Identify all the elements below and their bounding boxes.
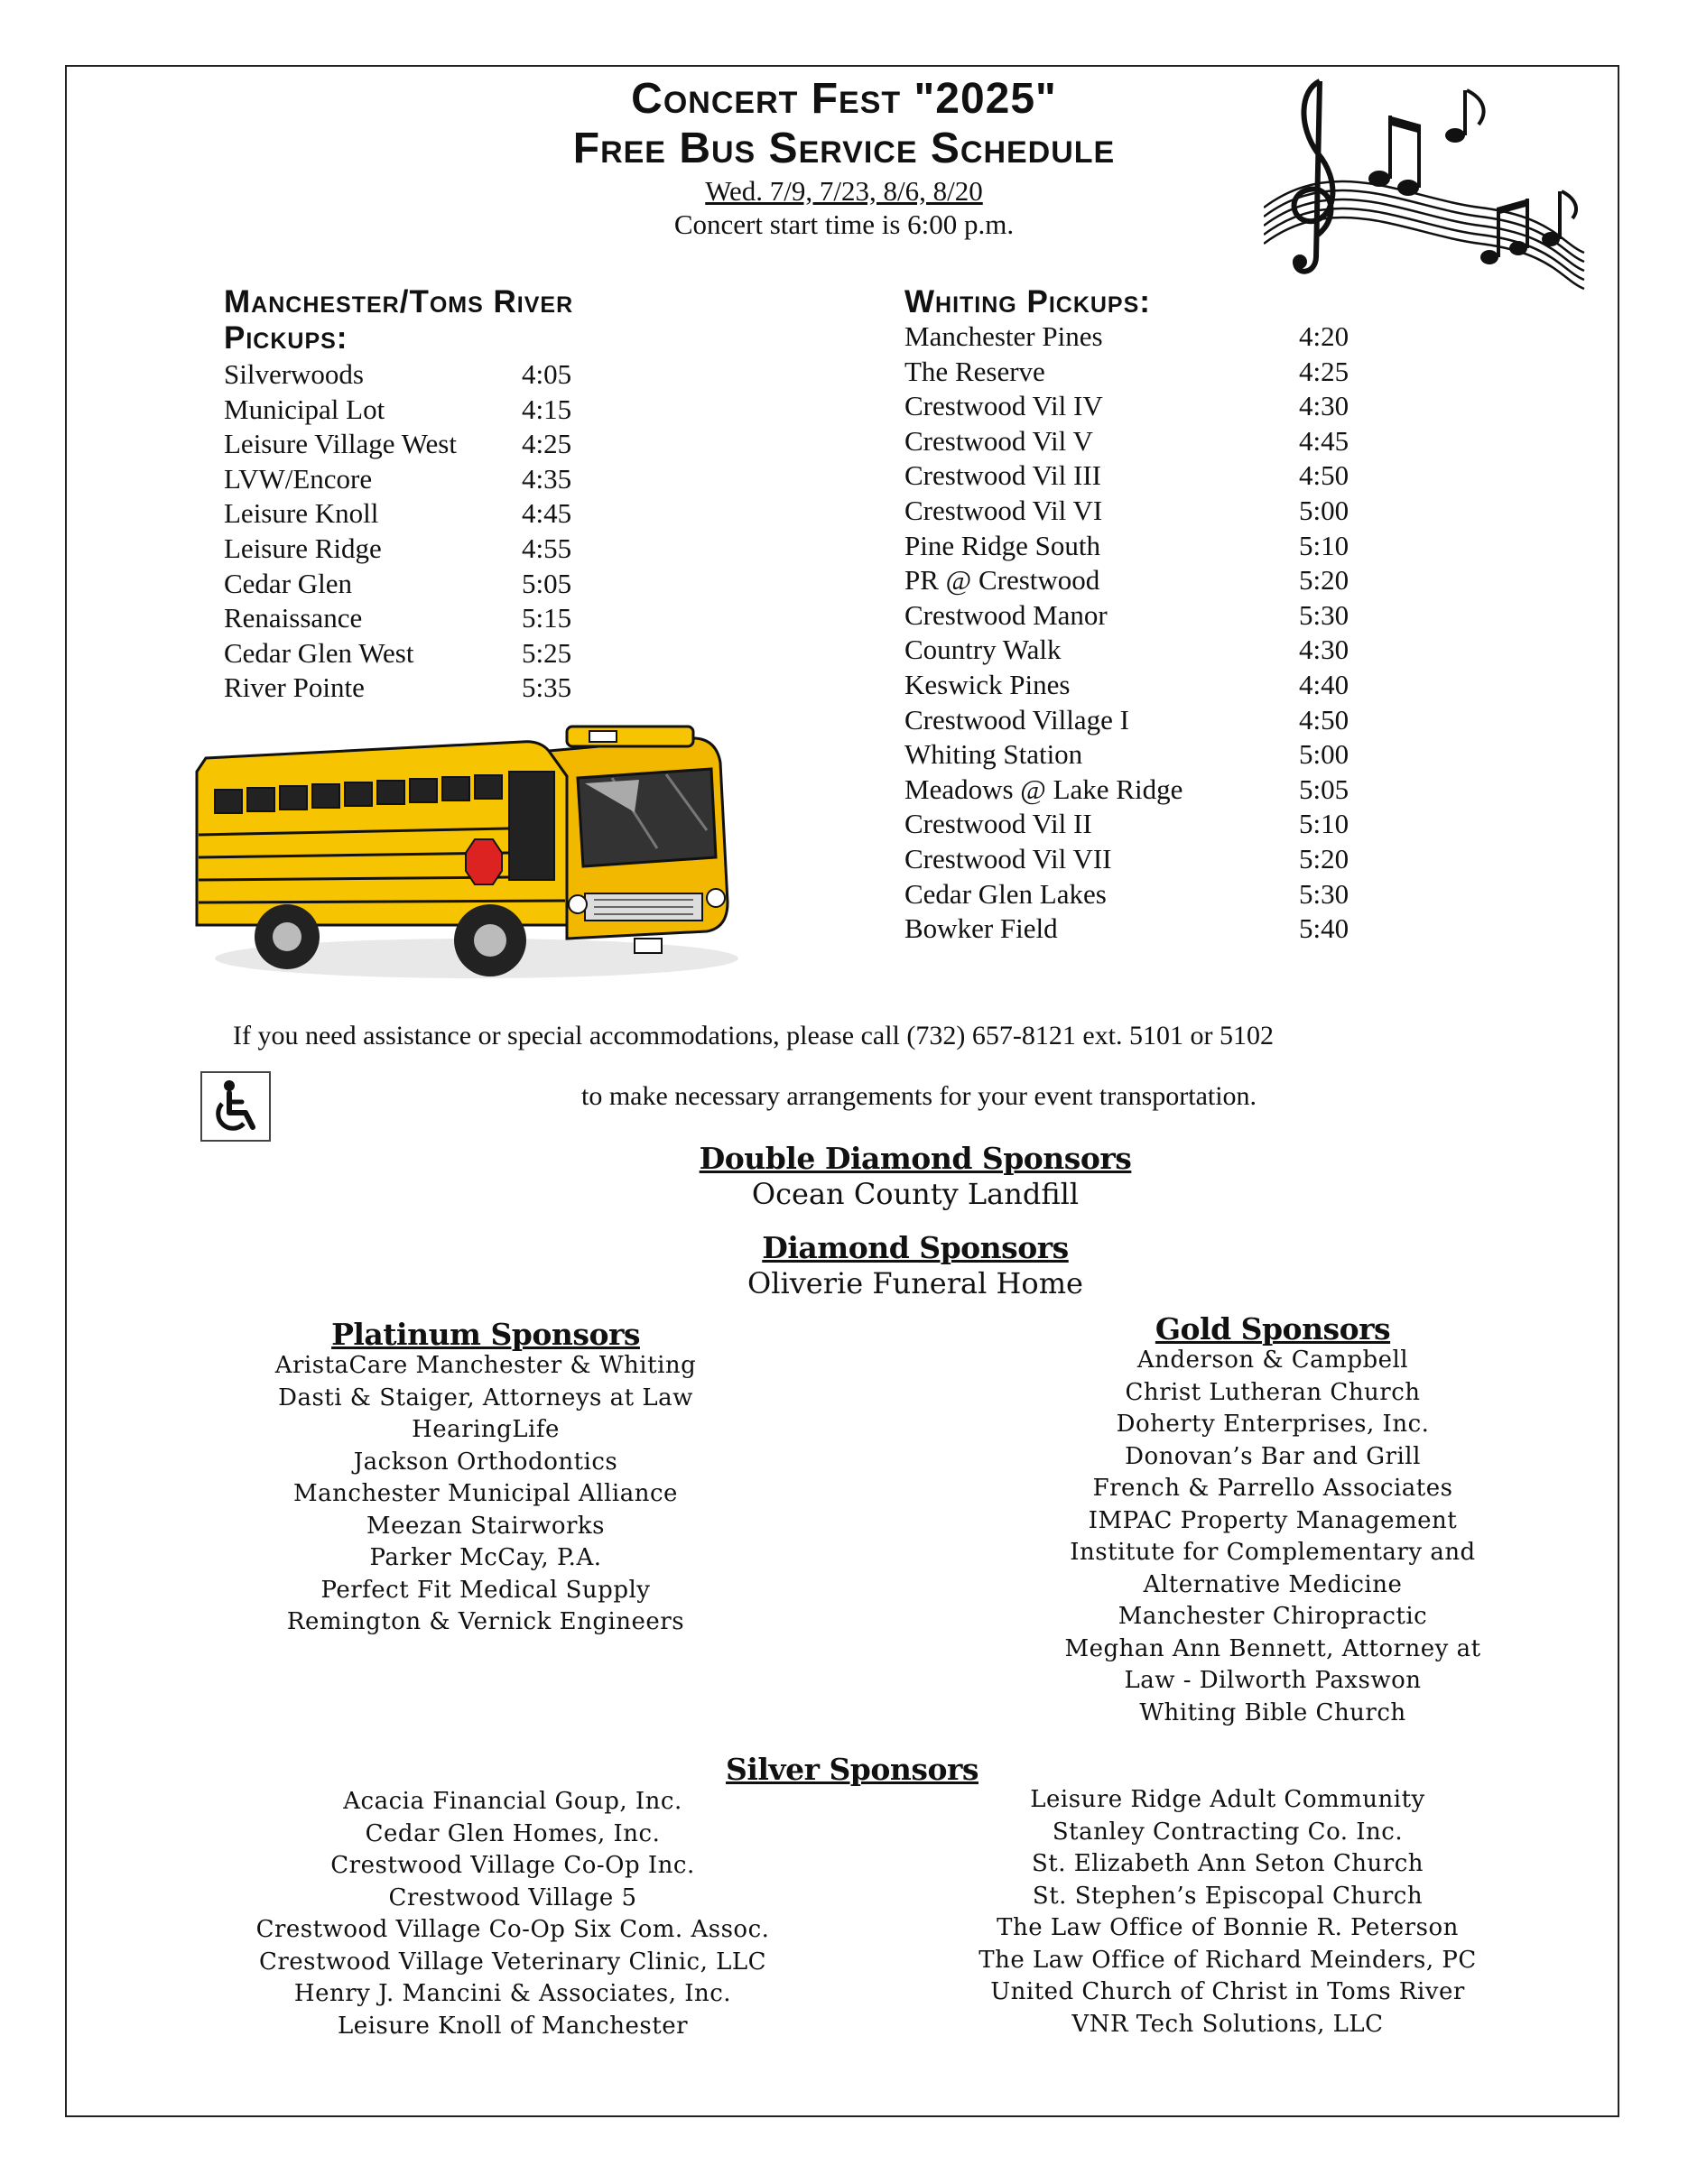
stop-name: Meadows @ Lake Ridge xyxy=(904,773,1183,805)
stop-time: 4:55 xyxy=(522,532,572,564)
list-item xyxy=(904,703,1374,738)
list-item: The Law Office of Richard Meinders, PC xyxy=(978,1946,1477,1974)
list-item xyxy=(904,773,1374,808)
list-item: Donovan’s Bar and Grill xyxy=(1125,1442,1421,1470)
gold-sponsor-list xyxy=(1002,1345,1544,1729)
list-item xyxy=(904,598,1374,634)
stop-time: 5:05 xyxy=(1299,773,1349,805)
manchester-heading xyxy=(224,284,573,356)
stop-name: Crestwood Manor xyxy=(904,598,1108,631)
list-item: AristaCare Manchester & Whiting xyxy=(274,1352,697,1379)
list-item: Manchester Chiropractic xyxy=(1118,1603,1428,1630)
list-item xyxy=(224,393,603,428)
list-item xyxy=(224,601,603,636)
list-item xyxy=(904,877,1374,912)
stop-time: 5:30 xyxy=(1299,598,1349,631)
whiting-heading: Whiting Pickups: xyxy=(904,284,1151,319)
concert-dates: Wed. 7/9, 7/23, 8/6, 8/20 xyxy=(705,175,983,207)
stop-name: River Pointe xyxy=(224,671,365,704)
stop-time: 5:30 xyxy=(1299,877,1349,910)
stop-time: 4:25 xyxy=(522,428,572,460)
stop-time: 4:25 xyxy=(1299,355,1349,387)
stop-name: Keswick Pines xyxy=(904,668,1071,700)
stop-name: Crestwood Vil III xyxy=(904,459,1101,492)
stop-time: 4:20 xyxy=(1299,320,1349,352)
stop-name: Cedar Glen Lakes xyxy=(904,877,1107,910)
platinum-heading: Platinum Sponsors xyxy=(331,1317,640,1352)
list-item: Crestwood Village 5 xyxy=(388,1883,637,1911)
diamond-heading: Diamond Sponsors xyxy=(762,1230,1069,1265)
list-item xyxy=(224,462,603,497)
list-item: St. Stephen’s Episcopal Church xyxy=(1032,1882,1424,1910)
whiting-stop-list xyxy=(904,319,1374,947)
manchester-stop-list xyxy=(224,357,603,706)
assistance-line-2: to make necessary arrangements for your event transportation. xyxy=(581,1081,1257,1111)
stop-time: 4:35 xyxy=(522,462,572,495)
stop-name: Leisure Knoll xyxy=(224,497,379,530)
list-item xyxy=(224,427,603,462)
stop-time: 4:40 xyxy=(1299,668,1349,700)
stop-time: 4:50 xyxy=(1299,703,1349,736)
stop-time: 5:00 xyxy=(1299,738,1349,771)
list-item: Stanley Contracting Co. Inc. xyxy=(1052,1818,1404,1846)
list-item: Acacia Financial Goup, Inc. xyxy=(343,1788,682,1815)
stop-time: 5:35 xyxy=(522,671,572,704)
concert-start-time: Concert start time is 6:00 p.m. xyxy=(673,208,1015,240)
silver-sponsor-list-right xyxy=(912,1784,1544,2041)
stop-time: 5:20 xyxy=(1299,842,1349,875)
list-item: Remington & Vernick Engineers xyxy=(286,1608,685,1635)
list-item: Christ Lutheran Church xyxy=(1125,1378,1421,1406)
list-item: Alternative Medicine xyxy=(1143,1570,1403,1598)
list-item: Whiting Bible Church xyxy=(1139,1698,1406,1726)
list-item xyxy=(224,567,603,602)
list-item xyxy=(904,494,1374,529)
list-item xyxy=(904,319,1374,355)
stop-name: Whiting Station xyxy=(904,738,1083,771)
stop-time: 5:00 xyxy=(1299,494,1349,526)
stop-time: 5:10 xyxy=(1299,529,1349,561)
list-item: Doherty Enterprises, Inc. xyxy=(1116,1411,1430,1438)
list-item xyxy=(904,529,1374,564)
double-diamond-heading: Double Diamond Sponsors xyxy=(699,1141,1132,1176)
stop-name: Country Walk xyxy=(904,634,1062,666)
gold-heading: Gold Sponsors xyxy=(1155,1311,1391,1346)
stop-time: 5:10 xyxy=(1299,808,1349,840)
list-item: The Law Office of Bonnie R. Peterson xyxy=(997,1914,1459,1941)
list-item: Crestwood Village Co-Op Six Com. Assoc. xyxy=(255,1916,770,1943)
list-item xyxy=(904,424,1374,459)
stop-time: 5:25 xyxy=(522,636,572,669)
stop-time: 5:05 xyxy=(522,567,572,599)
stop-name: Cedar Glen xyxy=(224,567,353,599)
stop-time: 4:30 xyxy=(1299,634,1349,666)
list-item xyxy=(904,737,1374,773)
silver-sponsor-list-left xyxy=(197,1786,829,2042)
stop-name: Silverwoods xyxy=(224,358,364,390)
stop-time: 5:15 xyxy=(522,602,572,634)
stop-name: Leisure Village West xyxy=(224,428,457,460)
list-item xyxy=(904,458,1374,494)
manchester-heading-line-2: Pickups: xyxy=(224,320,348,356)
stop-time: 5:40 xyxy=(1299,912,1349,945)
list-item: HearingLife xyxy=(412,1416,560,1443)
stop-name: Crestwood Vil VII xyxy=(904,842,1112,875)
list-item xyxy=(904,807,1374,842)
list-item: Crestwood Village Veterinary Clinic, LLC xyxy=(258,1948,767,1976)
platinum-sponsor-list xyxy=(215,1350,756,1639)
list-item: United Church of Christ in Toms River xyxy=(990,1978,1465,2005)
list-item xyxy=(904,563,1374,598)
music-notes-icon xyxy=(1264,72,1589,298)
diamond-sponsor: Oliverie Funeral Home xyxy=(747,1266,1083,1300)
stop-time: 5:20 xyxy=(1299,564,1349,597)
list-item xyxy=(224,671,603,706)
silver-heading: Silver Sponsors xyxy=(726,1752,978,1787)
stop-name: PR @ Crestwood xyxy=(904,564,1100,597)
list-item xyxy=(224,532,603,567)
assistance-line-1: If you need assistance or special accommodations, please call (732) 657-8121 ext. 5101 or 5102 xyxy=(233,1021,1274,1050)
list-item: Jackson Orthodontics xyxy=(353,1448,618,1476)
list-item: Dasti & Staiger, Attorneys at Law xyxy=(278,1384,693,1411)
stop-time: 4:30 xyxy=(1299,390,1349,422)
list-item: Meghan Ann Bennett, Attorney at xyxy=(1064,1634,1481,1662)
list-item: VNR Tech Solutions, LLC xyxy=(1071,2010,1384,2038)
stop-name: LVW/Encore xyxy=(224,462,373,495)
list-item: Institute for Complementary and xyxy=(1070,1539,1476,1566)
wheelchair-icon xyxy=(200,1071,271,1142)
list-item: Crestwood Village Co-Op Inc. xyxy=(330,1852,695,1879)
list-item xyxy=(904,912,1374,947)
list-item: Cedar Glen Homes, Inc. xyxy=(365,1819,661,1847)
list-item: Meezan Stairworks xyxy=(366,1512,606,1540)
stop-name: Renaissance xyxy=(224,602,363,634)
stop-time: 4:45 xyxy=(1299,424,1349,457)
stop-name: Pine Ridge South xyxy=(904,529,1101,561)
stop-name: Crestwood Vil IV xyxy=(904,390,1103,422)
list-item: Law - Dilworth Paxswon xyxy=(1124,1667,1422,1694)
list-item xyxy=(904,389,1374,424)
list-item: Leisure Ridge Adult Community xyxy=(1030,1786,1425,1813)
list-item: Leisure Knoll of Manchester xyxy=(337,2012,689,2040)
list-item xyxy=(224,357,603,393)
list-item xyxy=(224,496,603,532)
list-item: French & Parrello Associates xyxy=(1092,1475,1453,1502)
stop-name: Bowker Field xyxy=(904,912,1058,945)
stop-time: 4:05 xyxy=(522,358,572,390)
stop-name: The Reserve xyxy=(904,355,1045,387)
list-item xyxy=(904,842,1374,877)
stop-time: 4:15 xyxy=(522,393,572,425)
stop-name: Leisure Ridge xyxy=(224,532,382,564)
stop-name: Crestwood Vil II xyxy=(904,808,1092,840)
stop-name: Municipal Lot xyxy=(224,393,385,425)
list-item xyxy=(224,636,603,671)
stop-name: Crestwood Village I xyxy=(904,703,1129,736)
manchester-heading-line-1: Manchester/Toms River xyxy=(224,284,574,319)
list-item: St. Elizabeth Ann Seton Church xyxy=(1031,1850,1424,1877)
title-line-2: Free Bus Service Schedule xyxy=(572,125,1116,172)
double-diamond-sponsor: Ocean County Landfill xyxy=(751,1177,1080,1211)
title-line-1: Concert Fest "2025" xyxy=(631,75,1057,123)
stop-name: Manchester Pines xyxy=(904,320,1103,352)
stop-time: 4:50 xyxy=(1299,459,1349,492)
list-item xyxy=(904,633,1374,668)
stop-name: Crestwood Vil V xyxy=(904,424,1093,457)
list-item: Perfect Fit Medical Supply xyxy=(320,1576,651,1604)
stop-name: Crestwood Vil VI xyxy=(904,494,1103,526)
list-item: Parker McCay, P.A. xyxy=(369,1544,602,1571)
list-item: IMPAC Property Management xyxy=(1088,1506,1458,1534)
stop-name: Cedar Glen West xyxy=(224,636,414,669)
list-item: Anderson & Campbell xyxy=(1136,1346,1409,1374)
list-item: Henry J. Mancini & Associates, Inc. xyxy=(293,1980,732,2007)
stop-time: 4:45 xyxy=(522,497,572,530)
list-item: Manchester Municipal Alliance xyxy=(293,1480,678,1507)
list-item xyxy=(904,355,1374,390)
list-item xyxy=(904,668,1374,703)
school-bus-icon xyxy=(188,722,738,993)
